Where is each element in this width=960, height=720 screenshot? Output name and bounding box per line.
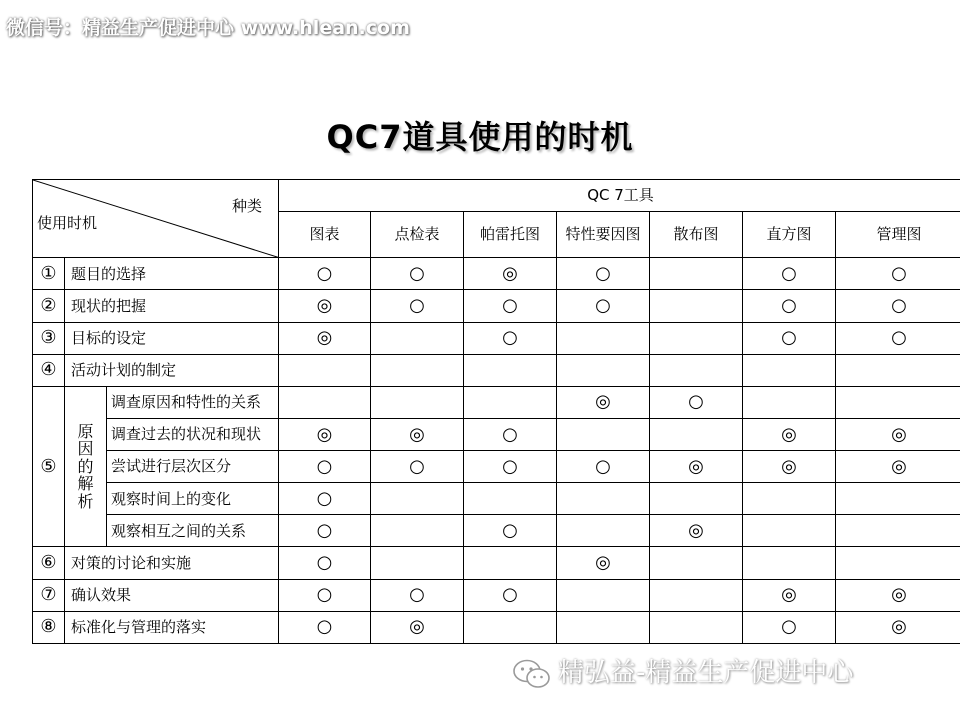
step-number: ⑤ bbox=[33, 386, 65, 547]
mark-cell: ◎ bbox=[279, 418, 371, 450]
mark-cell: ○ bbox=[836, 258, 960, 290]
table-row bbox=[33, 579, 960, 611]
step-number: ③ bbox=[33, 322, 65, 354]
mark-cell: ◎ bbox=[650, 451, 743, 483]
mark-cell bbox=[650, 322, 743, 354]
mark-cell bbox=[464, 483, 557, 515]
mark-cell bbox=[743, 547, 836, 579]
mark-cell bbox=[371, 515, 464, 547]
mark-cell: ○ bbox=[279, 258, 371, 290]
mark-cell: ◎ bbox=[836, 611, 960, 643]
cause-sub-label: 观察相互之间的关系 bbox=[107, 515, 279, 547]
mark-cell: ○ bbox=[371, 579, 464, 611]
mark-cell bbox=[836, 483, 960, 515]
mark-cell: ◎ bbox=[743, 451, 836, 483]
qc7-tools-table bbox=[32, 179, 960, 644]
step-number: ⑥ bbox=[33, 547, 65, 579]
header-timing-label: 使用时机 bbox=[37, 213, 98, 232]
mark-cell bbox=[557, 354, 650, 386]
mark-cell bbox=[557, 611, 650, 643]
mark-cell bbox=[279, 386, 371, 418]
mark-cell bbox=[650, 547, 743, 579]
cause-sub-label: 调查原因和特性的关系 bbox=[107, 386, 279, 418]
page-title: QC7道具使用的时机 bbox=[326, 118, 634, 156]
mark-cell: ○ bbox=[464, 418, 557, 450]
tool-header-4: 散布图 bbox=[650, 212, 743, 258]
step-label: 确认效果 bbox=[65, 579, 279, 611]
mark-cell bbox=[557, 418, 650, 450]
mark-cell: ◎ bbox=[464, 258, 557, 290]
mark-cell bbox=[371, 322, 464, 354]
mark-cell: ○ bbox=[464, 515, 557, 547]
step-number: ④ bbox=[33, 354, 65, 386]
table-row bbox=[33, 483, 960, 515]
table-row bbox=[33, 515, 960, 547]
mark-cell bbox=[464, 547, 557, 579]
mark-cell: ○ bbox=[464, 451, 557, 483]
mark-cell: ○ bbox=[557, 258, 650, 290]
mark-cell: ○ bbox=[279, 611, 371, 643]
table-row bbox=[33, 386, 960, 418]
mark-cell: ○ bbox=[743, 290, 836, 322]
tool-header-0: 图表 bbox=[279, 212, 371, 258]
cause-analysis-group-label: 原 因 的 解 析 bbox=[65, 386, 107, 547]
mark-cell bbox=[836, 354, 960, 386]
mark-cell: ◎ bbox=[557, 386, 650, 418]
mark-cell: ○ bbox=[743, 611, 836, 643]
mark-cell: ◎ bbox=[743, 579, 836, 611]
cause-sub-label: 观察时间上的变化 bbox=[107, 483, 279, 515]
mark-cell bbox=[743, 483, 836, 515]
mark-cell bbox=[557, 322, 650, 354]
mark-cell bbox=[371, 483, 464, 515]
mark-cell: ○ bbox=[557, 451, 650, 483]
watermark-bottom-text: 精弘益-精益生产促进中心 bbox=[558, 658, 854, 688]
mark-cell: ○ bbox=[279, 547, 371, 579]
tool-header-3: 特性要因图 bbox=[557, 212, 650, 258]
tool-header-1: 点检表 bbox=[371, 212, 464, 258]
mark-cell bbox=[464, 386, 557, 418]
step-number: ⑦ bbox=[33, 579, 65, 611]
tool-header-6: 管理图 bbox=[836, 212, 960, 258]
mark-cell: ○ bbox=[464, 322, 557, 354]
mark-cell: ○ bbox=[557, 290, 650, 322]
mark-cell: ○ bbox=[836, 322, 960, 354]
mark-cell: ◎ bbox=[743, 418, 836, 450]
mark-cell: ◎ bbox=[836, 451, 960, 483]
table-row bbox=[33, 418, 960, 450]
step-label: 活动计划的制定 bbox=[65, 354, 279, 386]
mark-cell: ◎ bbox=[650, 515, 743, 547]
mark-cell: ○ bbox=[650, 386, 743, 418]
mark-cell: ○ bbox=[743, 322, 836, 354]
mark-cell bbox=[743, 386, 836, 418]
header-row-group bbox=[33, 180, 960, 212]
mark-cell: ◎ bbox=[279, 322, 371, 354]
mark-cell bbox=[557, 579, 650, 611]
cause-sub-label: 调查过去的状况和现状 bbox=[107, 418, 279, 450]
diagonal-header-cell bbox=[33, 180, 279, 258]
cause-sub-label: 尝试进行层次区分 bbox=[107, 451, 279, 483]
mark-cell: ○ bbox=[279, 483, 371, 515]
mark-cell: ◎ bbox=[557, 547, 650, 579]
header-kind-label: 种类 bbox=[232, 197, 263, 215]
mark-cell bbox=[464, 354, 557, 386]
mark-cell: ○ bbox=[836, 290, 960, 322]
mark-cell bbox=[371, 547, 464, 579]
mark-cell bbox=[836, 515, 960, 547]
mark-cell bbox=[650, 354, 743, 386]
mark-cell: ◎ bbox=[836, 579, 960, 611]
table-row bbox=[33, 258, 960, 290]
step-number: ② bbox=[33, 290, 65, 322]
mark-cell: ◎ bbox=[371, 611, 464, 643]
mark-cell bbox=[279, 354, 371, 386]
mark-cell bbox=[650, 483, 743, 515]
watermark-bottom bbox=[512, 652, 853, 690]
mark-cell bbox=[743, 515, 836, 547]
step-label: 现状的把握 bbox=[65, 290, 279, 322]
mark-cell bbox=[650, 611, 743, 643]
mark-cell bbox=[836, 547, 960, 579]
step-label: 对策的讨论和实施 bbox=[65, 547, 279, 579]
step-label: 标准化与管理的落实 bbox=[65, 611, 279, 643]
mark-cell bbox=[557, 483, 650, 515]
mark-cell: ◎ bbox=[836, 418, 960, 450]
mark-cell: ○ bbox=[464, 579, 557, 611]
wechat-icon bbox=[512, 658, 552, 690]
mark-cell bbox=[650, 258, 743, 290]
mark-cell: ○ bbox=[464, 290, 557, 322]
step-number: ① bbox=[33, 258, 65, 290]
mark-cell bbox=[650, 290, 743, 322]
mark-cell bbox=[371, 354, 464, 386]
table-row bbox=[33, 547, 960, 579]
table-row bbox=[33, 354, 960, 386]
mark-cell bbox=[557, 515, 650, 547]
mark-cell: ○ bbox=[743, 258, 836, 290]
mark-cell: ◎ bbox=[371, 418, 464, 450]
tool-header-2: 帕雷托图 bbox=[464, 212, 557, 258]
mark-cell bbox=[836, 386, 960, 418]
table-row bbox=[33, 322, 960, 354]
table-row bbox=[33, 290, 960, 322]
mark-cell bbox=[650, 418, 743, 450]
header-group-label: QC 7工具 bbox=[279, 180, 960, 212]
mark-cell bbox=[371, 386, 464, 418]
step-label: 题目的选择 bbox=[65, 258, 279, 290]
tool-header-5: 直方图 bbox=[743, 212, 836, 258]
mark-cell: ○ bbox=[279, 451, 371, 483]
mark-cell: ◎ bbox=[279, 290, 371, 322]
table-row bbox=[33, 611, 960, 643]
mark-cell: ○ bbox=[371, 451, 464, 483]
mark-cell bbox=[650, 579, 743, 611]
step-number: ⑧ bbox=[33, 611, 65, 643]
watermark-top: 微信号：精益生产促进中心 www.hlean.com bbox=[6, 17, 410, 39]
mark-cell bbox=[464, 611, 557, 643]
mark-cell: ○ bbox=[279, 515, 371, 547]
step-label: 目标的设定 bbox=[65, 322, 279, 354]
mark-cell: ○ bbox=[279, 579, 371, 611]
mark-cell: ○ bbox=[371, 258, 464, 290]
mark-cell bbox=[743, 354, 836, 386]
table-row bbox=[33, 451, 960, 483]
mark-cell: ○ bbox=[371, 290, 464, 322]
